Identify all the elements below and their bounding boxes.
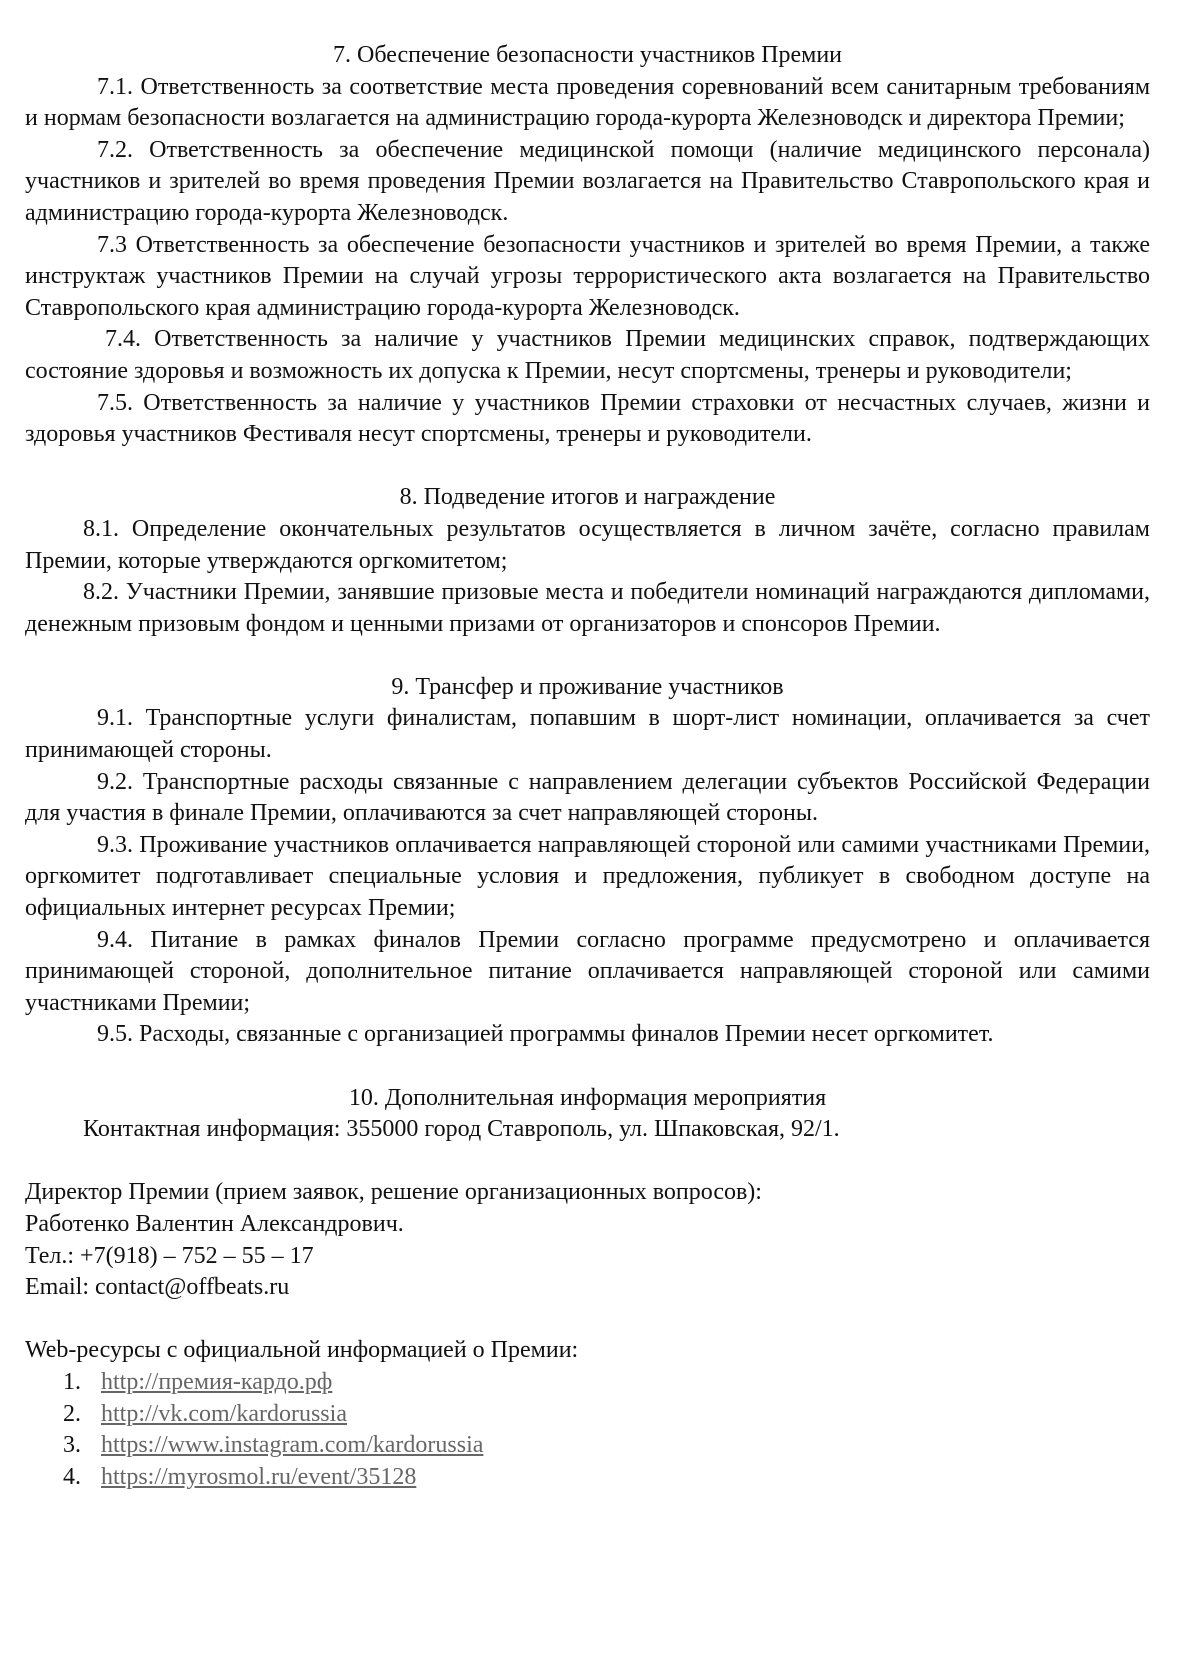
list-item: [25, 1399, 1150, 1431]
section-10-title: 10. Дополнительная информация мероприятия: [348, 1084, 827, 1111]
paragraph-7-3: 7.3 Ответственность за обеспечение безопасности участников и зрителей во время Премии, а также инструктаж участников Премии на случай угрозы террористического акта возлагается на Правительство Ставропольского края администрацию города-курорта Железноводск.: [25, 231, 1150, 321]
link-instagram-kardorussia[interactable]: https://www.instagram.com/kardorussia: [101, 1432, 484, 1459]
web-resources-heading: Web-ресурсы с официальной информацией о Премии:: [25, 1337, 579, 1364]
section-spacer: [25, 1146, 1150, 1178]
link-vk-kardorussia[interactable]: http://vk.com/kardorussia: [101, 1400, 347, 1427]
section-9-title: 9. Трансфер и проживание участников: [391, 673, 784, 700]
paragraph-9-4: 9.4. Питание в рамках финалов Премии согласно программе предусмотрено и оплачивается принимающей стороной, дополнительное питание оплачивается направляющей стороной или самими участниками Премии;: [25, 926, 1150, 1016]
list-item: [25, 1462, 1150, 1494]
section-7-title: 7. Обеспечение безопасности участников Премии: [332, 42, 843, 68]
paragraph-9-1: 9.1. Транспортные услуги финалистам, попавшим в шорт-лист номинации, оплачивается за счет принимающей стороны.: [25, 705, 1150, 764]
paragraph-8-2: 8.2. Участники Премии, занявшие призовые места и победители номинаций награждаются дипломами, денежным призовым фондом и ценными призами от организаторов и спонсоров Премии.: [25, 579, 1150, 637]
section-8-title: 8. Подведение итогов и награждение: [399, 484, 776, 511]
section-spacer: [25, 640, 1150, 672]
director-line: Директор Премии (прием заявок, решение организационных вопросов):: [25, 1179, 762, 1206]
list-item-number: 3.: [63, 1432, 81, 1459]
paragraph-9-3: 9.3. Проживание участников оплачивается направляющей стороной или самими участниками Премии, оргкомитет подготавливает специальные условия и предложения, публикует в свободном доступе на официальных интернет ресурсах Премии;: [25, 831, 1150, 922]
list-item-number: 1.: [63, 1368, 81, 1395]
paragraph-7-5: 7.5. Ответственность за наличие у участников Премии страховки от несчастных случаев, жизни и здоровья участников Фестиваля несут спортсмены, тренеры и руководители.: [25, 389, 1150, 448]
list-item: [25, 1430, 1150, 1462]
paragraph-7-1: 7.1. Ответственность за соответствие места проведения соревнований всем санитарным требованиям и нормам безопасности возлагается на администрацию города-курорта Железноводск и директора Премии;: [25, 73, 1150, 132]
paragraph-7-2: 7.2. Ответственность за обеспечение медицинской помощи (наличие медицинского персонала) участников и зрителей во время проведения Премии возлагается на Правительство Ставропольского края и администрацию города-курорта Железноводск.: [25, 136, 1150, 226]
paragraph-7-4: 7.4. Ответственность за наличие у участников Премии медицинских справок, подтверждающих состояние здоровья и возможность их допуска к Премии, несут спортсмены, тренеры и руководители;: [25, 326, 1150, 384]
web-resources-list: [25, 1367, 1150, 1493]
email-line: Email: contact@offbeats.ru: [25, 1274, 290, 1301]
paragraph-9-5: 9.5. Расходы, связанные с организацией программы финалов Премии несет оргкомитет.: [97, 1021, 994, 1048]
list-item-number: 2.: [63, 1400, 81, 1427]
list-item: [25, 1367, 1150, 1399]
paragraph-9-2: 9.2. Транспортные расходы связанные с направлением делегации субъектов Российской Федерации для участия в финале Премии, оплачиваются за счет направляющей стороны.: [25, 768, 1150, 827]
contact-info: Контактная информация: 355000 город Ставрополь, ул. Шпаковская, 92/1.: [83, 1116, 840, 1143]
section-spacer: [25, 451, 1150, 483]
link-myrosmol-event[interactable]: https://myrosmol.ru/event/35128: [101, 1463, 417, 1490]
section-spacer: [25, 1051, 1150, 1083]
list-item-number: 4.: [63, 1463, 81, 1490]
phone-line: Тел.: +7(918) – 752 – 55 – 17: [25, 1242, 314, 1269]
section-spacer: [25, 1304, 1150, 1336]
director-name: Работенко Валентин Александрович.: [25, 1210, 404, 1237]
link-premiya-kardo[interactable]: http://премия-кардо.рф: [101, 1368, 333, 1395]
paragraph-8-1: 8.1. Определение окончательных результатов осуществляется в личном зачёте, согласно правилам Премии, которые утверждаются оргкомитетом;: [25, 515, 1150, 574]
